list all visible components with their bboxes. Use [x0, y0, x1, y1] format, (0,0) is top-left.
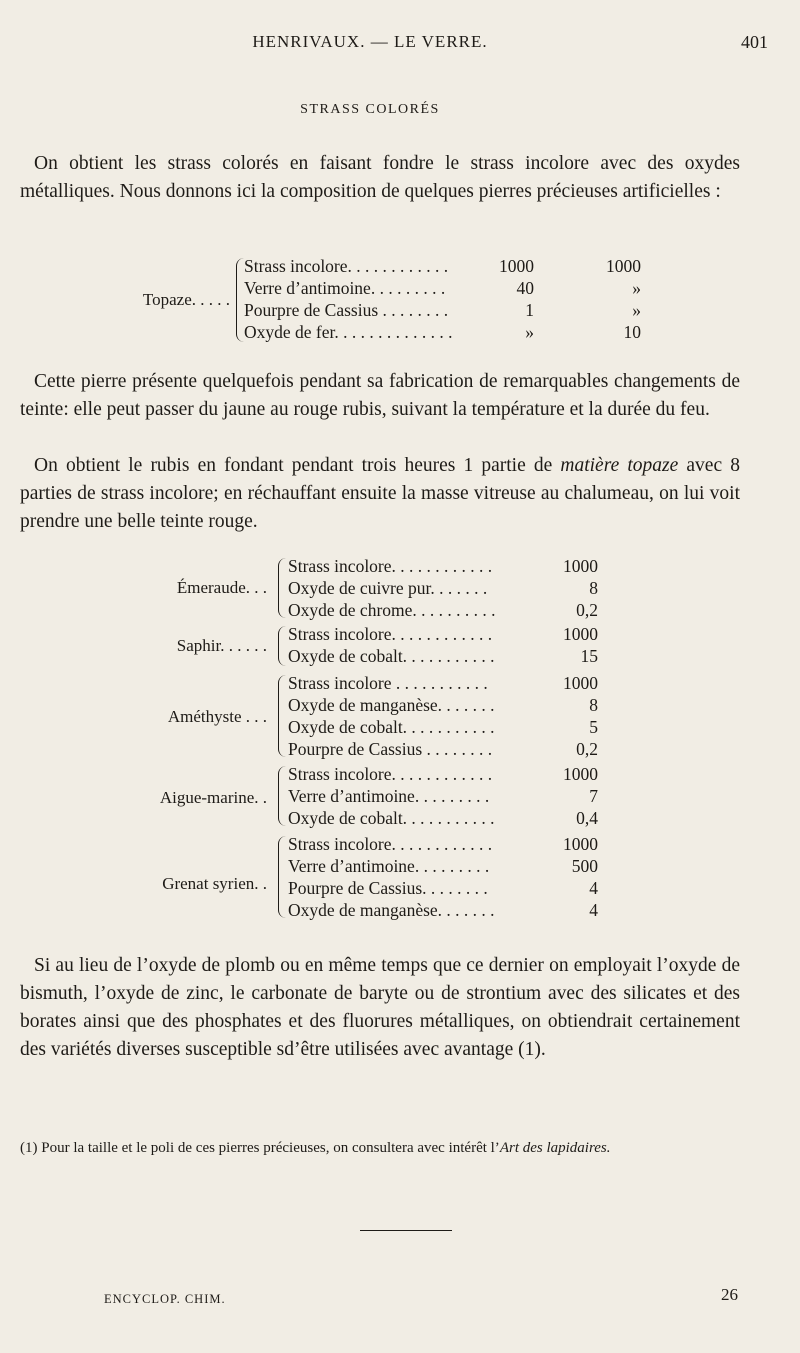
brace	[278, 558, 286, 618]
composition-row	[288, 878, 618, 900]
brace	[278, 836, 286, 918]
composition-topaze	[0, 256, 760, 348]
section-title: STRASS COLORÉS	[300, 102, 440, 117]
brace	[236, 258, 244, 342]
composition-emeraude	[0, 556, 760, 622]
ingredient-value-alt: 10	[623, 322, 641, 342]
paragraph-text: Si au lieu de l’oxyde de plomb ou en même temps que ce dernier on employait l’oxyde de bismuth, l’oxyde de zinc, le carbonate de baryte ou de strontium avec des silicates et des borates ainsi que des phosphates et des fluorures métalliques, on obtiendrait certainement des variétés diverses susceptible sd’être utilisées avec avantage (1).	[20, 955, 740, 1060]
stone-name: Améthyste . . .	[167, 707, 267, 726]
paragraph-text-end: avec 8 parties de strass incolore; en réchauffant ensuite la masse vitreuse au chalumeau, on lui voit prendre une belle teinte rouge.	[20, 455, 740, 532]
ingredient-value-alt: »	[632, 300, 641, 320]
composition-row	[288, 739, 618, 761]
composition-aigue-marine	[0, 764, 760, 830]
composition-row	[288, 624, 618, 646]
ingredient-label: Strass incolore. . . . . . . . . . . .	[288, 624, 493, 644]
ingredient-value: 1000	[499, 256, 534, 276]
paragraph-color-change	[20, 368, 740, 424]
ingredient-value: 0,4	[576, 808, 598, 828]
ingredient-value: 1000	[563, 764, 598, 784]
intro-text: On obtient les strass colorés en faisant fondre le strass incolore avec des oxydes métalliques. Nous donnons ici la composition de quelques pierres précieuses artificielles :	[20, 153, 740, 202]
brace	[278, 766, 286, 826]
ingredient-value: 7	[589, 786, 598, 806]
composition-grenat-syrien	[0, 834, 760, 922]
ingredient-label: Oxyde de cobalt. . . . . . . . . . .	[288, 717, 495, 737]
composition-row	[288, 673, 618, 695]
ingredient-value: »	[525, 322, 534, 342]
composition-row	[244, 256, 664, 278]
stone-name: Aigue-marine. .	[159, 788, 267, 807]
ingredient-label: Oxyde de chrome. . . . . . . . . .	[288, 600, 496, 620]
composition-row	[288, 646, 618, 668]
ingredient-label: Strass incolore. . . . . . . . . . . .	[288, 834, 493, 854]
composition-row	[288, 900, 618, 922]
stone-name: Émeraude. . .	[176, 578, 267, 597]
composition-row	[288, 578, 618, 600]
composition-row	[244, 278, 664, 300]
ingredient-label: Oxyde de manganèse. . . . . . .	[288, 900, 495, 920]
ingredient-label: Strass incolore. . . . . . . . . . . .	[244, 256, 449, 276]
ingredient-label: Verre d’antimoine. . . . . . . . .	[288, 856, 490, 876]
ingredient-label: Strass incolore. . . . . . . . . . . .	[288, 556, 493, 576]
page-number: 401	[741, 32, 768, 52]
ingredient-value: 15	[580, 646, 598, 666]
composition-row	[288, 856, 618, 878]
ingredient-value: 1000	[563, 673, 598, 693]
sheet-number: 26	[721, 1285, 738, 1304]
ingredient-value: 0,2	[576, 739, 598, 759]
paragraph-text: Cette pierre présente quelquefois pendant sa fabrication de remarquables changements de teinte: elle peut passer du jaune au rouge rubis, suivant la température et la durée du feu.	[20, 371, 740, 420]
ingredient-value: 8	[589, 695, 598, 715]
footnote	[20, 1138, 760, 1159]
running-header	[0, 32, 800, 58]
composition-row	[288, 695, 618, 717]
composition-amethyste	[0, 673, 760, 761]
ingredient-label: Verre d’antimoine. . . . . . . . .	[244, 278, 446, 298]
composition-row	[288, 717, 618, 739]
footnote-text: (1) Pour la taille et le poli de ces pierres précieuses, on consultera avec intérêt l’	[20, 1140, 500, 1156]
composition-row	[288, 808, 618, 830]
ingredient-value: 4	[589, 878, 598, 898]
ingredient-label: Oxyde de manganèse. . . . . . .	[288, 695, 495, 715]
composition-row	[288, 556, 618, 578]
ingredient-label: Oxyde de cobalt. . . . . . . . . . .	[288, 646, 495, 666]
brace	[278, 626, 286, 666]
ingredient-label: Pourpre de Cassius . . . . . . . .	[244, 300, 449, 320]
ingredient-value: 5	[589, 717, 598, 737]
composition-row	[288, 764, 618, 786]
running-title: HENRIVAUX. — LE VERRE.	[252, 32, 488, 51]
brace	[278, 675, 286, 757]
footer-rule	[360, 1230, 452, 1231]
ingredient-value: 500	[571, 856, 598, 876]
paragraph-rubis	[20, 452, 740, 536]
composition-row	[288, 834, 618, 856]
ingredient-value-alt: 1000	[606, 256, 641, 276]
ingredient-label: Pourpre de Cassius . . . . . . . .	[288, 739, 493, 759]
stone-name: Topaze. . . . .	[142, 290, 230, 309]
ingredient-value: 1000	[563, 624, 598, 644]
ingredient-label: Oxyde de fer. . . . . . . . . . . . . .	[244, 322, 453, 342]
ingredient-label: Oxyde de cuivre pur. . . . . . .	[288, 578, 488, 598]
ingredient-value: 1000	[563, 834, 598, 854]
ingredient-label: Verre d’antimoine. . . . . . . . .	[288, 786, 490, 806]
stone-name: Saphir. . . . . .	[176, 636, 267, 655]
intro-paragraph	[20, 150, 740, 206]
printer-signature: ENCYCLOP. CHIM.	[104, 1292, 226, 1306]
ingredient-value: 1000	[563, 556, 598, 576]
paragraph-alternatives	[20, 952, 740, 1064]
ingredient-value: 1	[525, 300, 534, 320]
composition-row	[244, 300, 664, 322]
footnote-italic: Art des lapidaires.	[499, 1140, 611, 1156]
ingredient-value: 4	[589, 900, 598, 920]
ingredient-label: Strass incolore . . . . . . . . . . .	[288, 673, 488, 693]
composition-row	[288, 600, 618, 622]
paragraph-italic: matière topaze	[560, 455, 679, 476]
ingredient-value: 40	[516, 278, 534, 298]
ingredient-label: Pourpre de Cassius. . . . . . . .	[288, 878, 488, 898]
stone-name: Grenat syrien. .	[162, 874, 267, 893]
composition-row	[244, 322, 664, 344]
ingredient-value: 0,2	[576, 600, 598, 620]
ingredient-value-alt: »	[632, 278, 641, 298]
ingredient-label: Strass incolore. . . . . . . . . . . .	[288, 764, 493, 784]
composition-saphir	[0, 624, 760, 668]
composition-row	[288, 786, 618, 808]
ingredient-value: 8	[589, 578, 598, 598]
paragraph-text-start: On obtient le rubis en fondant pendant trois heures 1 partie de	[34, 455, 561, 476]
ingredient-label: Oxyde de cobalt. . . . . . . . . . .	[288, 808, 495, 828]
